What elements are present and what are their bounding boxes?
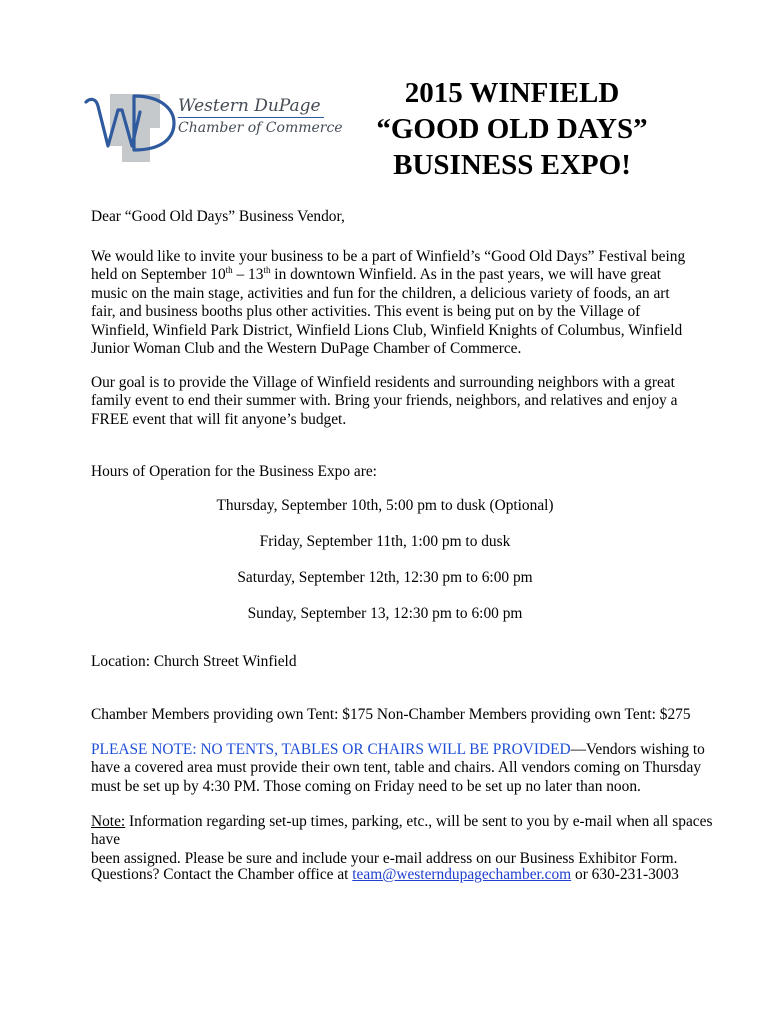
note-text: Information regarding set-up times, parking, etc., will be sent to you by e-mail when all spaces have (91, 813, 713, 849)
superscript: th (225, 265, 233, 276)
logo-name: Western DuPage (178, 96, 321, 116)
note-line: been assigned. Please be sure and include your e-mail address on our Business Exhibitor Form. (91, 849, 678, 867)
hours-saturday: Saturday, September 12th, 12:30 pm to 6:00 pm (237, 569, 533, 586)
hours-friday: Friday, September 11th, 1:00 pm to dusk (259, 533, 511, 550)
title-line-2: “GOOD OLD DAYS” (376, 113, 648, 145)
invite-line: Junior Woman Club and the Western DuPage Chamber of Commerce. (91, 340, 522, 358)
email-link[interactable]: team@westerndupagechamber.com (352, 866, 572, 883)
invite-paragraph (91, 248, 731, 358)
notice-warning: PLEASE NOTE: NO TENTS, TABLES OR CHAIRS WILL BE PROVIDED (91, 741, 571, 758)
hours-sunday: Sunday, September 13, 12:30 pm to 6:00 pm (247, 605, 523, 622)
location-line: Location: Church Street Winfield (91, 653, 297, 670)
note-label: Note: (91, 813, 126, 830)
invite-line: music on the main stage, activities and fun for the children, a delicious variety of foods, an art (91, 284, 670, 302)
invite-line: fair, and business booths plus other activities. This event is being put on by the Village of (91, 303, 641, 321)
notice-paragraph (91, 741, 731, 796)
logo-subtitle: Chamber of Commerce (178, 120, 343, 136)
notice-text: —Vendors wishing to (570, 741, 705, 758)
title-line-3: BUSINESS EXPO! (393, 149, 631, 181)
invite-line: Winfield, Winfield Park District, Winfield Lions Club, Winfield Knights of Columbus, Winfield (91, 321, 683, 339)
invite-text: held on September 10 (91, 266, 226, 284)
contact-prefix: Questions? Contact the Chamber office at (91, 866, 353, 883)
chamber-logo (82, 88, 342, 168)
notice-line (91, 741, 731, 759)
invite-text: – 13 (232, 266, 264, 284)
notice-line: have a covered area must provide their own tent, table and chairs. All vendors coming on Thursday (91, 759, 702, 777)
contact-suffix: or 630-231-3003 (571, 866, 679, 883)
wd-monogram-icon (82, 88, 182, 168)
pricing-line: Chamber Members providing own Tent: $175 Non-Chamber Members providing own Tent: $275 (91, 706, 691, 723)
goal-line: family event to end their summer with. Bring your friends, neighbors, and relatives and enjoy a (91, 392, 678, 410)
page-title (342, 75, 682, 183)
title-line-1: 2015 WINFIELD (404, 77, 620, 109)
hours-heading: Hours of Operation for the Business Expo are: (91, 463, 377, 480)
goal-paragraph (91, 374, 731, 429)
goal-line: FREE event that will fit anyone’s budget. (91, 410, 347, 428)
invite-line: We would like to invite your business to be a part of Winfield’s “Good Old Days” Festival being (91, 248, 686, 265)
hours-thursday: Thursday, September 10th, 5:00 pm to dusk (Optional) (216, 497, 554, 514)
salutation: Dear “Good Old Days” Business Vendor, (91, 208, 345, 225)
note-paragraph (91, 813, 731, 868)
notice-line: must be set up by 4:30 PM. Those coming on Friday need to be set up no later than noon. (91, 777, 641, 795)
logo-divider (178, 117, 324, 118)
contact-line (91, 866, 731, 884)
superscript: th (263, 265, 271, 276)
note-line (91, 813, 731, 850)
invite-text: in downtown Winfield. As in the past years, we will have great (270, 266, 662, 284)
goal-line: Our goal is to provide the Village of Winfield residents and surrounding neighbors with a great (91, 374, 675, 391)
invite-line (91, 266, 731, 284)
